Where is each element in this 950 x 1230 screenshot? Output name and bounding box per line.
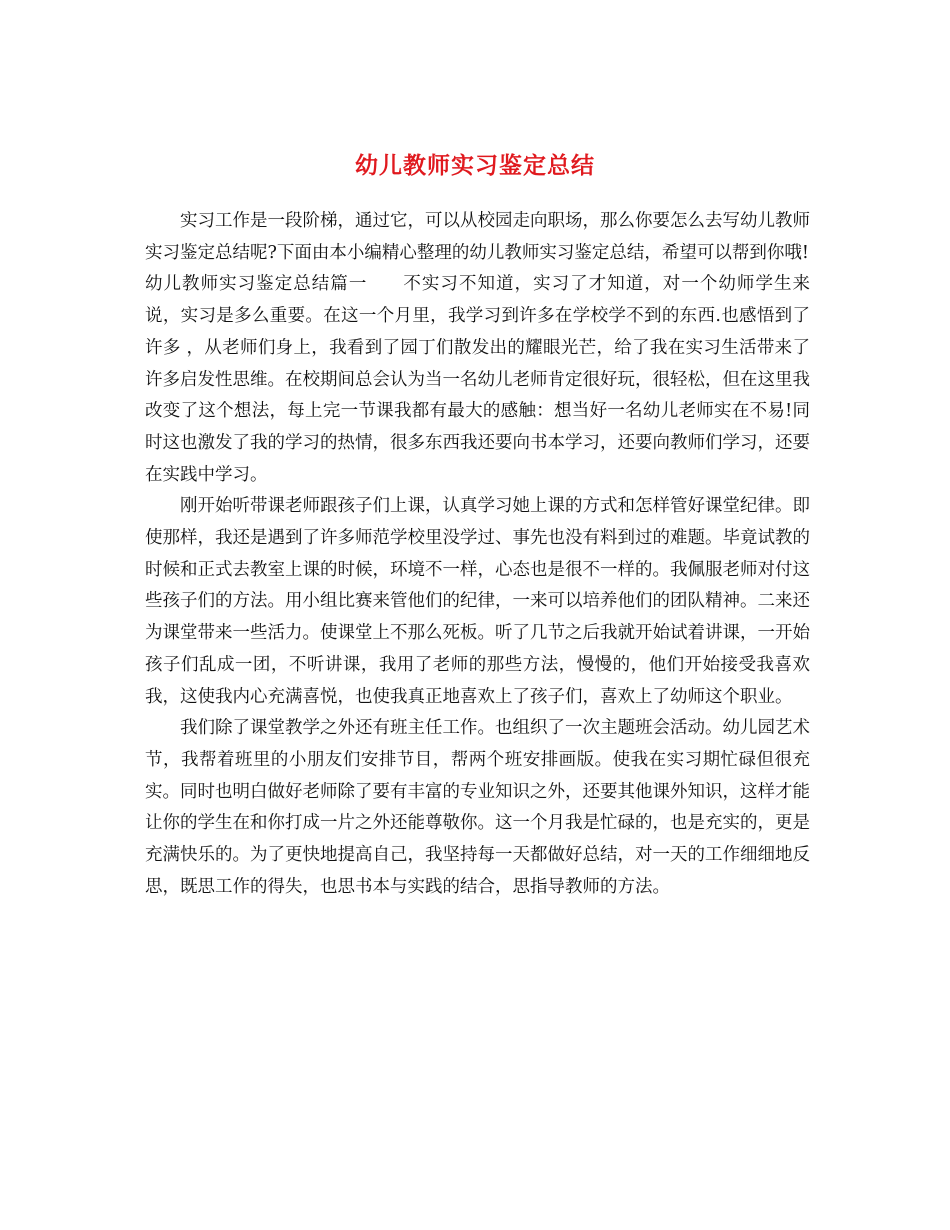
document-title: 幼儿教师实习鉴定总结	[355, 152, 595, 180]
section-heading: 幼儿教师实习鉴定总结篇一	[145, 274, 368, 295]
document-body	[145, 206, 810, 903]
paragraph-1-text: 不实习不知道，实习了才知道，对一个幼师学生来说，实习是多么重要。在这一个月里，我学习到许多在学校学不到的东西.也感悟到了许多 ，从老师们身上，我看到了园丁们散发出的耀眼光芒，给了我在实习生活带来了许多启发性思维。在校期间总会认为当一名幼儿老师肯定很好玩，很轻松，但在这里我改变了这个想法，每上完一节课我都有最大的感触：想当好一名幼儿老师实在不易!同时这也激发了我的学习的热情，很多东西我还要向书本学习，还要向教师们学习，还要在实践中学习。	[145, 274, 811, 485]
paragraph-2: 刚开始听带课老师跟孩子们上课，认真学习她上课的方式和怎样管好课堂纪律。即使那样，我还是遇到了许多师范学校里没学过、事先也没有料到过的难题。毕竟试教的时候和正式去教室上课的时候，环境不一样，心态也是很不一样的。我佩服老师对付这些孩子们的方法。用小组比赛来管他们的纪律，一来可以培养他们的团队精神。二来还为课堂带来一些活力。使课堂上不那么死板。听了几节之后我就开始试着讲课，一开始孩子们乱成一团，不听讲课，我用了老师的那些方法，慢慢的，他们开始接受我喜欢我，这使我内心充满喜悦，也使我真正地喜欢上了孩子们，喜欢上了幼师这个职业。	[145, 496, 810, 707]
intro-paragraph: 实习工作是一段阶梯，通过它，可以从校园走向职场，那么你要怎么去写幼儿教师实习鉴定总结呢?下面由本小编精心整理的幼儿教师实习鉴定总结，希望可以帮到你哦!	[145, 211, 810, 263]
section-paragraph-1	[145, 269, 810, 491]
paragraph-3: 我们除了课堂教学之外还有班主任工作。也组织了一次主题班会活动。幼儿园艺术节，我帮着班里的小朋友们安排节目，帮两个班安排画版。使我在实习期忙碌但很充实。同时也明白做好老师除了要有丰富的专业知识之外，还要其他课外知识，这样才能让你的学生在和你打成一片之外还能尊敬你。这一个月我是忙碌的，也是充实的，更是充满快乐的。为了更快地提高自己，我坚持每一天都做好总结，对一天的工作细细地反思，既思工作的得失，也思书本与实践的结合，思指导教师的方法。	[145, 718, 810, 897]
